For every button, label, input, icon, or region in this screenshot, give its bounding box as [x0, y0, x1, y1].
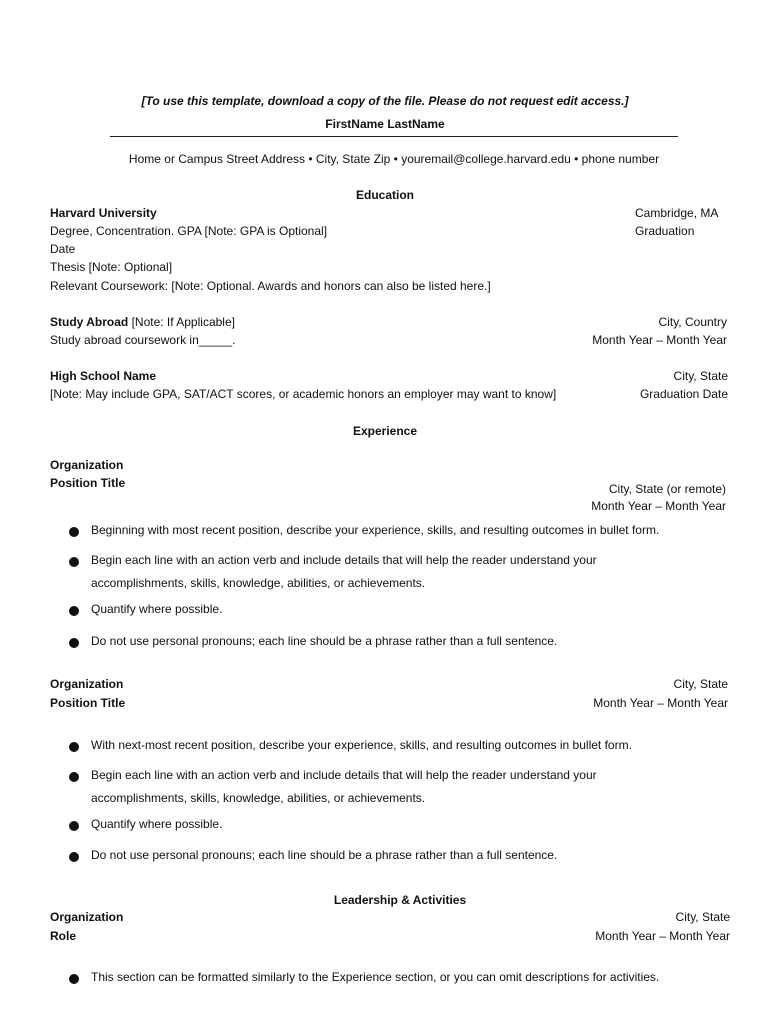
- high-school-graduation: Graduation Date: [639, 387, 728, 401]
- job2-bullet-4: Do not use personal pronouns; each line should be a phrase rather than a full sentence.: [91, 848, 558, 862]
- education-heading: Education: [355, 188, 414, 202]
- study-abroad-note: [Note: If Applicable]: [128, 315, 235, 329]
- degree-line: Degree, Concentration. GPA [Note: GPA is Optional]: [50, 224, 328, 238]
- leadership-organization: Organization: [50, 910, 124, 924]
- bullet-icon: [69, 527, 79, 537]
- high-school-note: [Note: May include GPA, SAT/ACT scores, or academic honors an employer may want to know]: [50, 387, 557, 401]
- study-abroad-line: [50, 314, 235, 330]
- job1-bullet-1: Beginning with most recent position, describe your experience, skills, and resulting outcomes in bullet form.: [91, 523, 660, 537]
- header-divider: [110, 136, 678, 137]
- high-school-name: High School Name: [50, 369, 157, 383]
- graduation-label: Graduation: [635, 224, 695, 238]
- study-abroad-title: Study Abroad: [50, 315, 129, 329]
- school-location: Cambridge, MA: [635, 206, 719, 220]
- thesis-line: Thesis [Note: Optional]: [50, 260, 173, 274]
- resume-name: FirstName LastName: [325, 117, 445, 131]
- leadership-heading: Leadership & Activities: [333, 893, 467, 907]
- leadership-location: City, State: [675, 910, 730, 924]
- job2-position: Position Title: [50, 696, 126, 710]
- bullet-icon: [69, 742, 79, 752]
- high-school-location: City, State: [673, 369, 728, 383]
- job2-bullet-2: Begin each line with an action verb and include details that will help the reader understand your: [91, 768, 597, 782]
- study-abroad-dates: Month Year – Month Year: [592, 333, 727, 347]
- job2-location: City, State: [673, 677, 728, 691]
- bullet-icon: [69, 638, 79, 648]
- job1-organization: Organization: [50, 458, 124, 472]
- leadership-role: Role: [50, 929, 77, 943]
- school-name: Harvard University: [50, 206, 157, 220]
- job2-organization: Organization: [50, 677, 124, 691]
- experience-heading: Experience: [352, 424, 418, 438]
- job1-bullet-2: Begin each line with an action verb and include details that will help the reader understand your: [91, 553, 597, 567]
- bullet-icon: [69, 821, 79, 831]
- contact-line: Home or Campus Street Address • City, State Zip • youremail@college.harvard.edu • phone number: [128, 152, 660, 166]
- graduation-date: Date: [50, 242, 76, 256]
- job1-dates: Month Year – Month Year: [591, 499, 726, 513]
- bullet-icon: [69, 606, 79, 616]
- leadership-dates: Month Year – Month Year: [595, 929, 730, 943]
- study-abroad-coursework: Study abroad coursework in_____.: [50, 333, 236, 347]
- coursework-line: Relevant Coursework: [Note: Optional. Awards and honors can also be listed here.]: [50, 279, 491, 293]
- study-abroad-location: City, Country: [658, 315, 727, 329]
- bullet-icon: [69, 772, 79, 782]
- job1-location: City, State (or remote): [608, 482, 726, 496]
- job1-position: Position Title: [50, 476, 126, 490]
- job2-dates: Month Year – Month Year: [593, 696, 728, 710]
- job1-bullet-4: Do not use personal pronouns; each line should be a phrase rather than a full sentence.: [91, 634, 558, 648]
- job1-bullet-3: Quantify where possible.: [91, 602, 223, 616]
- bullet-icon: [69, 852, 79, 862]
- bullet-icon: [69, 557, 79, 567]
- job2-bullet-1: With next-most recent position, describe your experience, skills, and resulting outcomes in bullet form.: [91, 738, 632, 752]
- job1-bullet-2-cont: accomplishments, skills, knowledge, abilities, or achievements.: [91, 576, 426, 590]
- template-note: [To use this template, download a copy of the file. Please do not request edit access.]: [141, 94, 629, 108]
- job2-bullet-3: Quantify where possible.: [91, 817, 223, 831]
- leadership-bullet-1: This section can be formatted similarly to the Experience section, or you can omit descriptions for activities.: [91, 970, 660, 984]
- bullet-icon: [69, 974, 79, 984]
- job2-bullet-2-cont: accomplishments, skills, knowledge, abilities, or achievements.: [91, 791, 426, 805]
